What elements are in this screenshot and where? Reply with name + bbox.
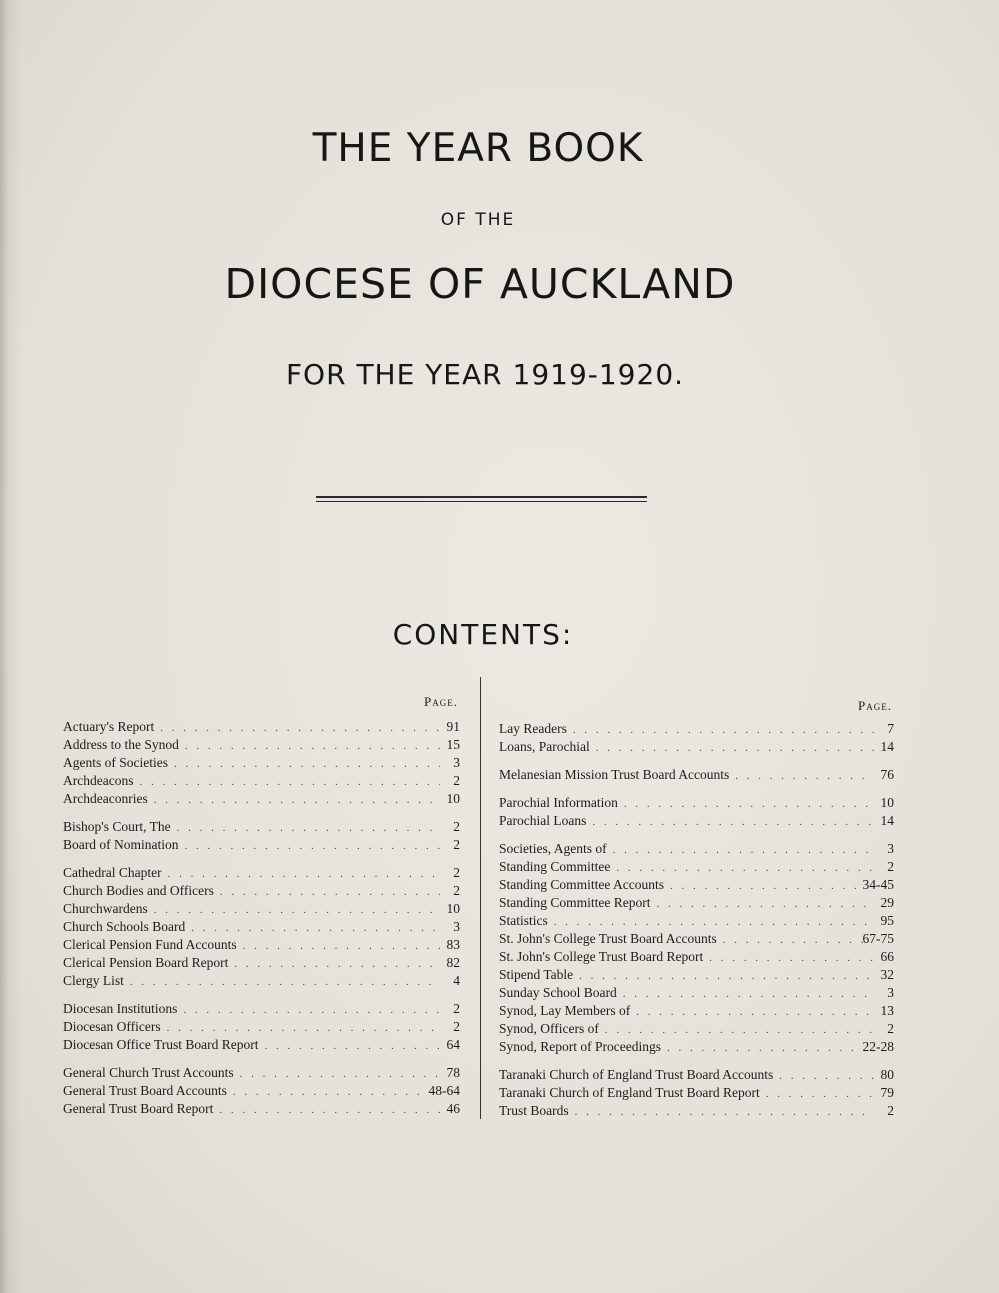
leader-dots	[729, 767, 874, 785]
entry-page-number: 78	[446, 1065, 460, 1080]
entry-page-number: 82	[446, 955, 460, 970]
entry-label: Diocesan Office Trust Board Report	[63, 1037, 259, 1052]
contents-right-column	[499, 720, 894, 1120]
entry-page-number: 2	[887, 1021, 894, 1036]
contents-entry	[499, 766, 894, 784]
contents-entry	[63, 772, 460, 790]
entry-page-number: 22-28	[862, 1039, 894, 1054]
entry-page-number: 64	[446, 1037, 460, 1052]
entry-label: Church Bodies and Officers	[63, 883, 214, 898]
entry-label: Standing Committee	[499, 859, 611, 874]
entry-page-number: 2	[453, 819, 460, 834]
entry-label: Agents of Societies	[63, 755, 168, 770]
contents-entry	[499, 720, 894, 738]
leader-dots	[599, 1021, 874, 1039]
contents-entry	[499, 1084, 894, 1102]
entry-label: Parochial Information	[499, 795, 618, 810]
year-title: FOR THE YEAR 1919-1920.	[285, 358, 685, 391]
group-spacer	[63, 990, 460, 1000]
leader-dots	[590, 739, 874, 757]
leader-dots	[607, 841, 874, 859]
entry-page-number: 2	[453, 1019, 460, 1034]
entry-page-number: 7	[887, 721, 894, 736]
entry-page-number: 3	[887, 985, 894, 1000]
contents-entry	[499, 1066, 894, 1084]
entry-label: Synod, Officers of	[499, 1021, 599, 1036]
contents-entry	[499, 794, 894, 812]
leader-dots	[760, 1085, 874, 1103]
leader-dots	[213, 1101, 440, 1119]
entry-label: Trust Boards	[499, 1103, 569, 1118]
leader-dots	[618, 795, 874, 813]
diocese-title: DIOCESE OF AUCKLAND	[224, 260, 736, 308]
entry-label: General Church Trust Accounts	[63, 1065, 234, 1080]
contents-entry	[63, 882, 460, 900]
leader-dots	[234, 1065, 440, 1083]
entry-page-number: 2	[887, 1103, 894, 1118]
contents-entry	[63, 818, 460, 836]
contents-entry	[499, 930, 894, 948]
leader-dots	[124, 973, 440, 991]
leader-dots	[185, 919, 440, 937]
contents-entry	[499, 966, 894, 984]
divider-rule-top	[316, 496, 647, 498]
entry-page-number: 29	[880, 895, 894, 910]
leader-dots	[567, 721, 874, 739]
group-spacer	[63, 854, 460, 864]
entry-page-number: 76	[880, 767, 894, 782]
entry-page-number: 67-75	[862, 931, 894, 946]
contents-entry	[499, 876, 894, 894]
contents-entry	[63, 918, 460, 936]
leader-dots	[651, 895, 875, 913]
entry-page-number: 3	[453, 919, 460, 934]
page-column-label-right: Page.	[858, 698, 892, 713]
contents-entry	[63, 1100, 460, 1118]
contents-entry	[63, 1064, 460, 1082]
leader-dots	[258, 1037, 440, 1055]
leader-dots	[773, 1067, 874, 1085]
contents-entry	[63, 972, 460, 990]
entry-page-number: 95	[880, 913, 894, 928]
group-spacer	[499, 1056, 894, 1066]
leader-dots	[586, 813, 874, 831]
entry-label: St. John's College Trust Board Report	[499, 949, 704, 964]
entry-label: Cathedral Chapter	[63, 865, 162, 880]
leader-dots	[178, 837, 440, 855]
entry-label: Standing Committee Report	[499, 895, 651, 910]
entry-label: Bishop's Court, The	[63, 819, 171, 834]
contents-entry	[63, 718, 460, 736]
contents-entry	[63, 790, 460, 808]
entry-page-number: 80	[880, 1067, 894, 1082]
entry-page-number: 32	[880, 967, 894, 982]
contents-entry	[63, 1018, 460, 1036]
entry-label: Stipend Table	[499, 967, 574, 982]
leader-dots	[227, 1083, 429, 1101]
entry-page-number: 4	[453, 973, 460, 988]
entry-page-number: 14	[880, 813, 894, 828]
group-spacer	[499, 756, 894, 766]
contents-entry	[499, 858, 894, 876]
contents-entry	[63, 736, 460, 754]
group-spacer	[63, 1054, 460, 1064]
entry-page-number: 46	[446, 1101, 460, 1116]
leader-dots	[228, 955, 440, 973]
leader-dots	[617, 985, 874, 1003]
entry-label: Synod, Lay Members of	[499, 1003, 631, 1018]
leader-dots	[148, 901, 440, 919]
entry-label: Archdeacons	[63, 773, 134, 788]
entry-page-number: 91	[446, 719, 460, 734]
entry-page-number: 10	[446, 791, 460, 806]
entry-label: Address to the Synod	[63, 737, 179, 752]
page-column-label-left: Page.	[424, 694, 458, 709]
leader-dots	[161, 1019, 440, 1037]
leader-dots	[610, 859, 874, 877]
entry-page-number: 66	[880, 949, 894, 964]
contents-entry	[63, 1082, 460, 1100]
entry-label: Diocesan Institutions	[63, 1001, 178, 1016]
leader-dots	[171, 819, 440, 837]
leader-dots	[214, 883, 440, 901]
contents-heading: CONTENTS:	[392, 618, 574, 651]
contents-entry	[499, 812, 894, 830]
leader-dots	[664, 877, 863, 895]
contents-entry	[499, 1038, 894, 1056]
entry-page-number: 13	[880, 1003, 894, 1018]
contents-entry	[499, 948, 894, 966]
entry-label: Melanesian Mission Trust Board Accounts	[499, 767, 730, 782]
column-divider	[480, 677, 481, 1119]
contents-entry	[499, 1002, 894, 1020]
contents-entry	[499, 912, 894, 930]
entry-label: Clerical Pension Board Report	[63, 955, 229, 970]
entry-label: Statistics	[499, 913, 548, 928]
leader-dots	[630, 1003, 874, 1021]
entry-page-number: 2	[453, 1001, 460, 1016]
entry-label: Parochial Loans	[499, 813, 587, 828]
contents-entry	[63, 836, 460, 854]
group-spacer	[499, 784, 894, 794]
leader-dots	[133, 773, 440, 791]
contents-entry	[63, 864, 460, 882]
contents-entry	[63, 754, 460, 772]
entry-page-number: 2	[453, 883, 460, 898]
entry-label: Societies, Agents of	[499, 841, 607, 856]
entry-page-number: 3	[453, 755, 460, 770]
contents-entry	[63, 936, 460, 954]
leader-dots	[661, 1039, 863, 1057]
entry-label: Diocesan Officers	[63, 1019, 161, 1034]
entry-page-number: 14	[880, 739, 894, 754]
entry-label: Church Schools Board	[63, 919, 186, 934]
entry-label: Taranaki Church of England Trust Board Accounts	[499, 1067, 774, 1082]
leader-dots	[237, 937, 440, 955]
entry-label: St. John's College Trust Board Accounts	[499, 931, 717, 946]
contents-entry	[499, 1020, 894, 1038]
leader-dots	[179, 737, 440, 755]
entry-page-number: 10	[446, 901, 460, 916]
entry-label: Actuary's Report	[63, 719, 155, 734]
divider-rule-bottom	[316, 501, 647, 502]
entry-page-number: 2	[453, 837, 460, 852]
entry-label: Lay Readers	[499, 721, 567, 736]
entry-label: Standing Committee Accounts	[499, 877, 664, 892]
leader-dots	[148, 791, 440, 809]
entry-page-number: 34-45	[862, 877, 894, 892]
contents-entry	[499, 840, 894, 858]
contents-entry	[63, 1036, 460, 1054]
entry-label: Sunday School Board	[499, 985, 617, 1000]
leader-dots	[573, 967, 874, 985]
leader-dots	[177, 1001, 440, 1019]
entry-label: Loans, Parochial	[499, 739, 590, 754]
contents-entry	[63, 900, 460, 918]
contents-entry	[63, 954, 460, 972]
contents-entry	[499, 1102, 894, 1120]
group-spacer	[63, 808, 460, 818]
entry-page-number: 83	[446, 937, 460, 952]
entry-label: Taranaki Church of England Trust Board Report	[499, 1085, 760, 1100]
entry-page-number: 2	[887, 859, 894, 874]
title-of-the: OF THE	[440, 210, 516, 230]
leader-dots	[168, 755, 440, 773]
contents-entry	[499, 984, 894, 1002]
contents-entry	[499, 738, 894, 756]
entry-page-number: 48-64	[428, 1083, 460, 1098]
entry-page-number: 10	[880, 795, 894, 810]
entry-page-number: 2	[453, 773, 460, 788]
contents-left-column	[63, 718, 460, 1118]
entry-label: Churchwardens	[63, 901, 148, 916]
entry-label: General Trust Board Report	[63, 1101, 214, 1116]
entry-label: Archdeaconries	[63, 791, 148, 806]
leader-dots	[548, 913, 874, 931]
page-title: THE YEAR BOOK	[312, 126, 644, 171]
entry-page-number: 15	[446, 737, 460, 752]
leader-dots	[162, 865, 440, 883]
leader-dots	[569, 1103, 874, 1121]
entry-page-number: 2	[453, 865, 460, 880]
entry-label: Clerical Pension Fund Accounts	[63, 937, 237, 952]
contents-entry	[499, 894, 894, 912]
entry-label: General Trust Board Accounts	[63, 1083, 227, 1098]
entry-label: Board of Nomination	[63, 837, 179, 852]
leader-dots	[703, 949, 874, 967]
entry-label: Clergy List	[63, 973, 124, 988]
entry-page-number: 3	[887, 841, 894, 856]
group-spacer	[499, 830, 894, 840]
contents-entry	[63, 1000, 460, 1018]
entry-page-number: 79	[880, 1085, 894, 1100]
leader-dots	[717, 931, 863, 949]
leader-dots	[154, 719, 440, 737]
entry-label: Synod, Report of Proceedings	[499, 1039, 661, 1054]
